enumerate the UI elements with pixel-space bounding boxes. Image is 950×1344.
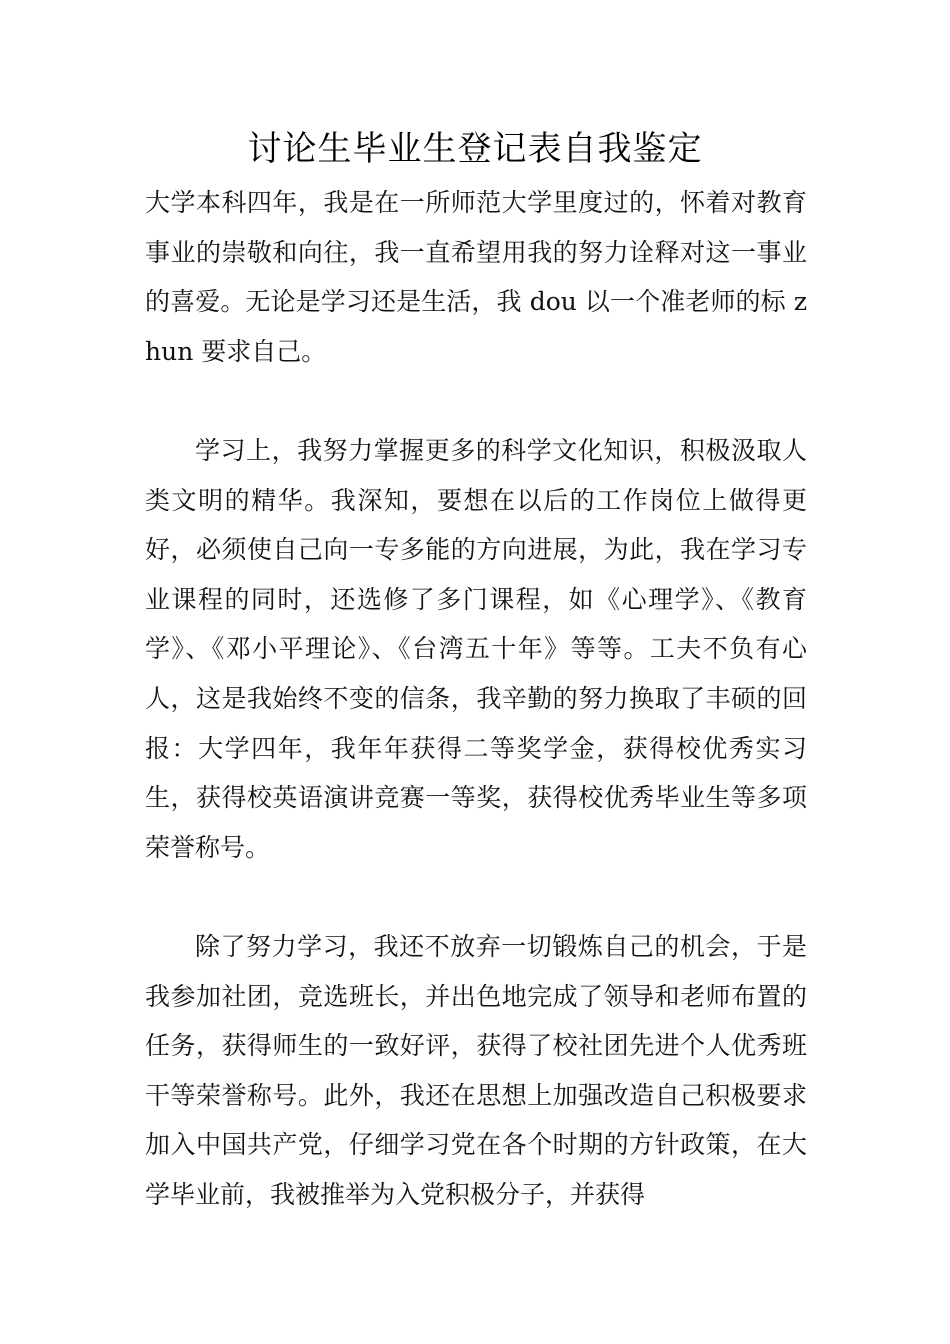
paragraph-study: 学习上，我努力掌握更多的科学文化知识，积极汲取人类文明的精华。我深知，要想在以后的工作岗位上做得更好，必须使自己向一专多能的方向进展，为此，我在学习专业课程的同时，还选修了多门课程，如《心理学》、《教育学》、《邓小平理论》、《台湾五十年》等等。工夫不负有心人，这是我始终不变的信条，我辛勤的努力换取了丰硕的回报：大学四年，我年年获得二等奖学金，获得校优秀实习生，获得校英语演讲竞赛一等奖，获得校优秀毕业生等多项荣誉称号。 xyxy=(145,435,807,862)
document-title: 讨论生毕业生登记表自我鉴定 xyxy=(247,129,703,169)
document-body xyxy=(145,178,807,1219)
paragraph-intro: 大学本科四年，我是在一所师范大学里度过的，怀着对教育事业的崇敬和向往，我一直希望用我的努力诠释对这一事业的喜爱。无论是学习还是生活，我 dou 以一个准老师的标 zhun 要求自己。 xyxy=(145,188,807,366)
paragraph-spacer xyxy=(145,872,807,922)
paragraph-activities: 除了努力学习，我还不放弃一切锻炼自己的机会，于是我参加社团，竞选班长，并出色地完成了领导和老师布置的任务，获得师生的一致好评，获得了校社团先进个人优秀班干等荣誉称号。此外，我还在思想上加强改造自己积极要求加入中国共产党，仔细学习党在各个时期的方针政策，在大学毕业前，我被推举为入党积极分子，并获得 xyxy=(145,931,807,1209)
paragraph-spacer xyxy=(145,376,807,426)
